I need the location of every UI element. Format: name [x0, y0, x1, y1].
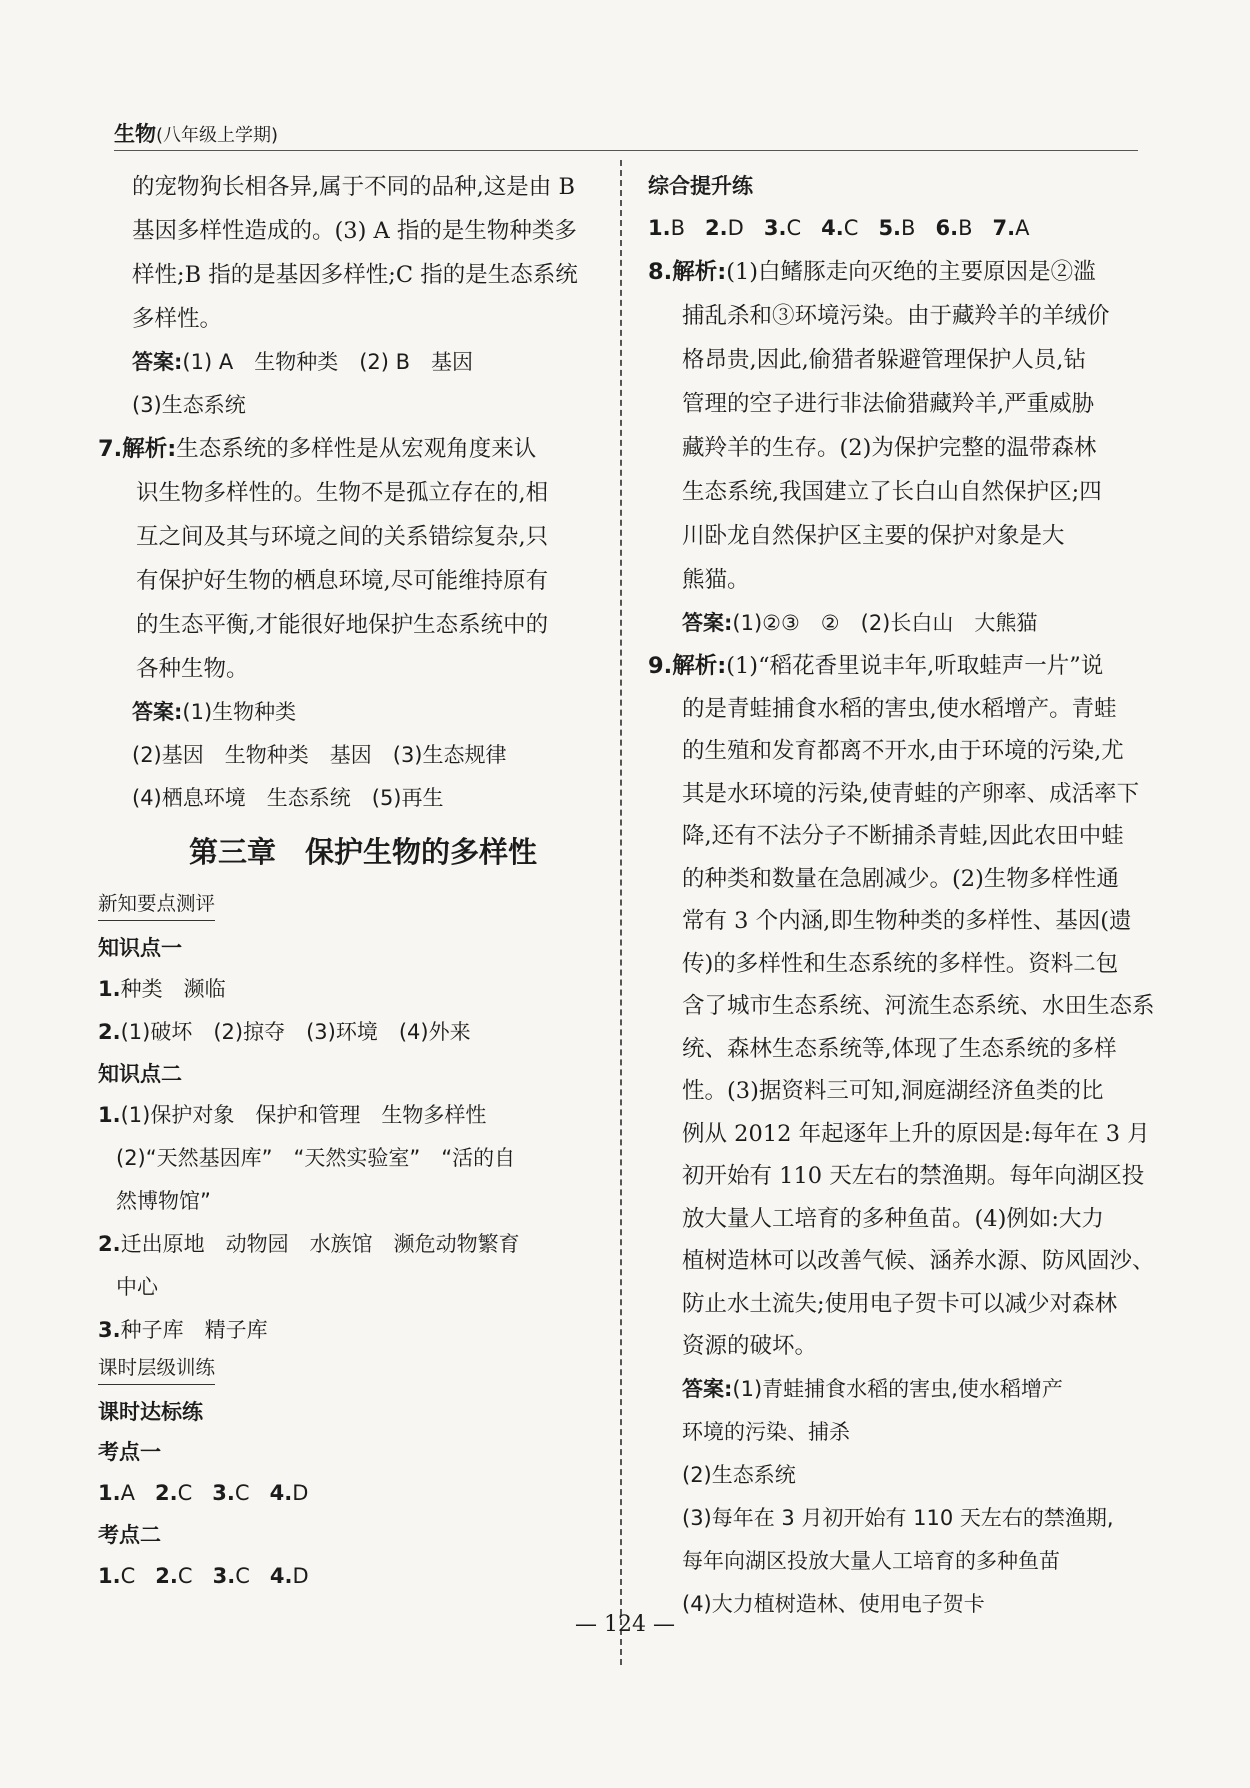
page-number: — 124 — [575, 1612, 675, 1637]
question-7 [98, 427, 598, 471]
text-line: 含了城市生态系统、河流生态系统、水田生态系 [682, 993, 1155, 1019]
section-heading-1: 新知要点测评 [98, 888, 598, 928]
multiple-choice-answers: 1.B 2.D 3.C 4.C 5.B 6.B 7.A [648, 216, 1030, 240]
header-subject: 生物 [114, 122, 156, 146]
header-rule [114, 150, 1138, 151]
text-line: 藏羚羊的生存。(2)为保护完整的温带森林 [682, 435, 1097, 461]
answer-line: (3)每年在 3 月初开始有 110 天左右的禁渔期, [682, 1505, 1114, 1530]
answer-label: 答案: [682, 611, 733, 635]
text-line: 生态系统,我国建立了长白山自然保护区;四 [682, 479, 1102, 505]
left-column [98, 165, 598, 1598]
text-line: 川卧龙自然保护区主要的保护对象是大 [682, 523, 1065, 549]
answer-line: (4)栖息环境 生态系统 (5)再生 [132, 786, 444, 810]
text-line: 生态系统的多样性是从宏观角度来认 [176, 436, 537, 462]
text-line: 格昂贵,因此,偷猎者躲避管理保护人员,钻 [682, 347, 1086, 373]
text-line: 统、森林生态系统等,体现了生态系统的多样 [682, 1035, 1117, 1062]
kp2-item-line: 中心 [116, 1275, 158, 1299]
answer-line: (2)生态系统 [682, 1462, 796, 1487]
answer-label: 答案: [132, 350, 183, 374]
column-divider [620, 160, 622, 1665]
text-line: 管理的空子进行非法偷猎藏羚羊,严重威胁 [682, 391, 1095, 417]
answer-7 [98, 691, 598, 734]
answer-line: 环境的污染、捕杀 [682, 1419, 850, 1444]
text-line: 捕乱杀和③环境污染。由于藏羚羊的羊绒价 [682, 303, 1110, 329]
answer-8: 答案:(1)②③ ② (2)长白山 大熊猫 [682, 611, 1038, 635]
analysis-label: 解析: [672, 653, 727, 679]
answer-line: 每年向湖区投放大量人工培育的多种鱼苗 [682, 1548, 1060, 1573]
running-header [114, 118, 278, 148]
text-line: 植树造林可以改善气候、涵养水源、防风固沙、 [682, 1248, 1155, 1274]
answer-line: (2)基因 生物种类 基因 (3)生态规律 [132, 743, 507, 767]
answer-line: (4)大力植树造林、使用电子贺卡 [682, 1591, 985, 1616]
kp2-item-line: 然博物馆” [116, 1189, 211, 1213]
kp2-item-1: 1.(1)保护对象 保护和管理 生物多样性 [98, 1103, 487, 1127]
text-line: 样性;B 指的是基因多样性;C 指的是生态系统 [132, 262, 578, 288]
text-line: 其是水环境的污染,使青蛙的产卵率、成活率下 [682, 780, 1140, 807]
kp2-item-3: 3.种子库 精子库 [98, 1318, 268, 1342]
analysis-label: 解析: [672, 259, 727, 285]
answer-6 [98, 341, 598, 384]
text-line: 防止水土流失;使用电子贺卡可以减少对森林 [682, 1290, 1118, 1317]
exam-point-1-answers: 1.A 2.C 3.C 4.D [98, 1481, 309, 1505]
kp2-item-line: (2)“天然基因库” “天然实验室” “活的自 [116, 1146, 516, 1170]
text-line: 熊猫。 [682, 567, 750, 593]
text-line: 的是青蛙捕食水稻的害虫,使水稻增产。青蛙 [682, 695, 1117, 722]
text-line: 各种生物。 [136, 656, 249, 682]
exam-point-2-answers: 1.C 2.C 3.C 4.D [98, 1564, 309, 1588]
exam-point-2-title: 考点二 [98, 1523, 161, 1547]
question-9: 9.解析:(1)“稻花香里说丰年,听取蛙声一片”说 [648, 653, 1104, 679]
answer-9: 答案:(1)青蛙捕食水稻的害虫,使水稻增产 [682, 1376, 1063, 1401]
knowledge-point-1-title: 知识点一 [98, 936, 182, 960]
kp2-item-2: 2.迁出原地 动物园 水族馆 濒危动物繁育 [98, 1232, 520, 1256]
question-number: 7. [98, 436, 123, 462]
answer-text: (1)生物种类 [182, 700, 297, 724]
answer-text: (1) A 生物种类 (2) B 基因 [182, 350, 474, 374]
header-grade: (八年级上学期) [156, 125, 279, 146]
answer-label: 答案: [682, 1376, 733, 1401]
section-heading-2: 课时层级训练 [98, 1352, 598, 1392]
text-line: 常有 3 个内涵,即生物种类的多样性、基因(遗 [682, 908, 1132, 934]
text-line: 的生态平衡,才能很好地保护生态系统中的 [136, 612, 549, 638]
text-line: 放大量人工培育的多种鱼苗。(4)例如:大力 [682, 1205, 1104, 1232]
section-title: 综合提升练 [648, 174, 753, 198]
text-line: 多样性。 [132, 306, 223, 332]
text-line: 的种类和数量在急剧减少。(2)生物多样性通 [682, 865, 1119, 892]
text-line: 有保护好生物的栖息环境,尽可能维持原有 [136, 568, 549, 594]
text-line: 例从 2012 年起逐年上升的原因是:每年在 3 月 [682, 1120, 1150, 1147]
text-line: 资源的破坏。 [682, 1333, 818, 1359]
answer-line: (3)生态系统 [132, 393, 246, 417]
text-line: 的宠物狗长相各异,属于不同的品种,这是由 B [132, 174, 575, 200]
text-line: 互之间及其与环境之间的关系错综复杂,只 [136, 524, 549, 550]
kp1-item: 2.(1)破坏 (2)掠夺 (3)环境 (4)外来 [98, 1020, 471, 1044]
chapter-title: 第三章 保护生物的多样性 [188, 835, 537, 869]
text-line: 初开始有 110 天左右的禁渔期。每年向湖区投 [682, 1163, 1145, 1189]
text-line: 的生殖和发育都离不开水,由于环境的污染,尤 [682, 738, 1124, 764]
text-line: 识生物多样性的。生物不是孤立存在的,相 [136, 480, 549, 506]
answer-label: 答案: [132, 700, 183, 724]
analysis-label: 解析: [122, 436, 177, 462]
text-line: 传)的多样性和生态系统的多样性。资料二包 [682, 950, 1119, 977]
right-column [648, 165, 1155, 1626]
exam-point-1-title: 考点一 [98, 1440, 161, 1464]
kp1-item: 1.种类 濒临 [98, 977, 226, 1001]
text-line: 性。(3)据资料三可知,洞庭湖经济鱼类的比 [682, 1078, 1104, 1104]
subsection-title: 课时达标练 [98, 1400, 203, 1424]
question-8: 8.解析:(1)白鳍豚走向灭绝的主要原因是②滥 [648, 259, 1096, 285]
text-line: 基因多样性造成的。(3) A 指的是生物种类多 [132, 218, 577, 244]
knowledge-point-2-title: 知识点二 [98, 1062, 182, 1086]
text-line: 降,还有不法分子不断捕杀青蛙,因此农田中蛙 [682, 823, 1124, 849]
